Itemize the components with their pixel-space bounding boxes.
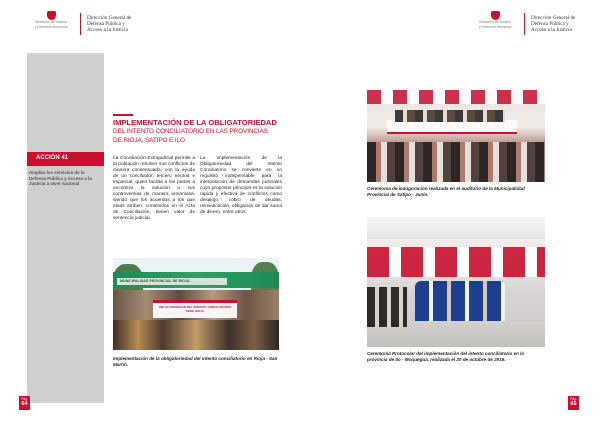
page-label: Pág. (570, 397, 577, 401)
header-title-line-1: Dirección General de (87, 15, 132, 21)
photo-wall-banner (367, 247, 545, 277)
header-title-line-3: Acceso a la Justicia (531, 27, 572, 33)
photo-seated-guests (367, 287, 407, 327)
shield-icon (491, 11, 500, 20)
photo-stage-table (387, 120, 517, 134)
title-accent-rule (113, 114, 133, 116)
photo-audience (367, 142, 545, 182)
photo-banner-line-1: OBLIGATORIEDAD DEL INTENTO CONCILIATORIO (158, 305, 232, 309)
logo-line-2: y Derechos Humanos (478, 24, 512, 29)
header-title-line-1: Dirección General de (531, 15, 576, 21)
caption-satipo: Ceremonia de inauguración realizada en el auditorio de la Municipalidad Provincial de Satipo - Junín. (367, 186, 525, 197)
photo-banner (153, 300, 237, 318)
header-title-line-2: Defensa Pública y (87, 21, 125, 27)
photo-drapes (367, 90, 545, 104)
logo-line-2: y Derechos Humanos (34, 24, 68, 29)
photo-people-front (113, 320, 279, 350)
ministry-logo-right (470, 11, 520, 37)
photo-ilo (367, 217, 545, 347)
shield-icon (47, 11, 56, 20)
action-badge: ACCIÓN 41 (27, 152, 104, 166)
page-number-right (568, 396, 579, 410)
photo-satipo (367, 90, 545, 182)
body-column-1: La Conciliación Extrajudicial permite a la población resolver sus conflictos de manera consensuada, con la ayuda de un conciliador, tercero neutral e imparcial, quien facilita a las partes a encontrar la solución a sus controversias de manera armoniosa, siendo que los acuerdos a los que estas arriben, contenidos en el Acta de Conciliación, tienen valor de sentencia judicial. (113, 156, 195, 221)
header-divider (524, 13, 525, 35)
photo-dancers (415, 281, 505, 321)
action-description: Ampliar los servicios de la Defensa Pública y Acceso a la Justicia a nivel nacional (29, 170, 92, 187)
page-number-left (19, 396, 30, 410)
caption-rioja: Implementación de la obligatoriedad del intento conciliatorio en Rioja - San Martín. (113, 356, 278, 367)
header-title-line-2: Defensa Pública y (531, 21, 569, 27)
page-label: Pág. (21, 397, 28, 401)
caption-ilo: Ceremonia Protocolar del implementación del intento conciliatorio en la provincia de Ilo - Moquegua, realizada el 20 de octubre de 2016. (367, 351, 524, 362)
photo-ceiling (367, 217, 545, 239)
photo-banner-line-2: SEDE RIOJA (185, 309, 205, 314)
article-title: IMPLEMENTACIÓN DE LA OBLIGATORIEDAD (113, 118, 277, 127)
ministry-logo (26, 11, 76, 37)
grey-sidebar (27, 53, 104, 403)
body-column-2: La implementación de la Obligatoriedad del Intento Conciliatorio se convierte en un requisito indispensable para la interposición de demandas judiciales cuyo propósito principal es la solución rápida y efectiva de conflictos como desalojo, cobro de deudas, reinvidicación, obligación de dar suma de dinero, entre otros. (200, 156, 282, 215)
header-left (26, 11, 139, 37)
header-title (87, 15, 139, 33)
page-number-value: 64 (21, 401, 28, 407)
logo-line-1: Ministerio de Justicia (479, 20, 511, 24)
photo-building-sign (117, 278, 227, 285)
photo-rioja (113, 258, 279, 350)
photo-officials (395, 110, 505, 122)
page-number-value: 65 (570, 401, 577, 407)
header-divider (80, 13, 81, 35)
photo-sign-text: MUNICIPALIDAD PROVINCIAL DE RIOJA (120, 279, 190, 283)
article-subtitle: DEL INTENTO CONCILIATORIO EN LAS PROVINCIAS DE RIOJA, SATIPO E ILO (113, 128, 268, 144)
header-title-line-3: Acceso a la Justicia (87, 27, 128, 33)
logo-line-1: Ministerio de Justicia (35, 20, 67, 24)
header-title-right (531, 15, 583, 33)
header-right (470, 11, 583, 37)
